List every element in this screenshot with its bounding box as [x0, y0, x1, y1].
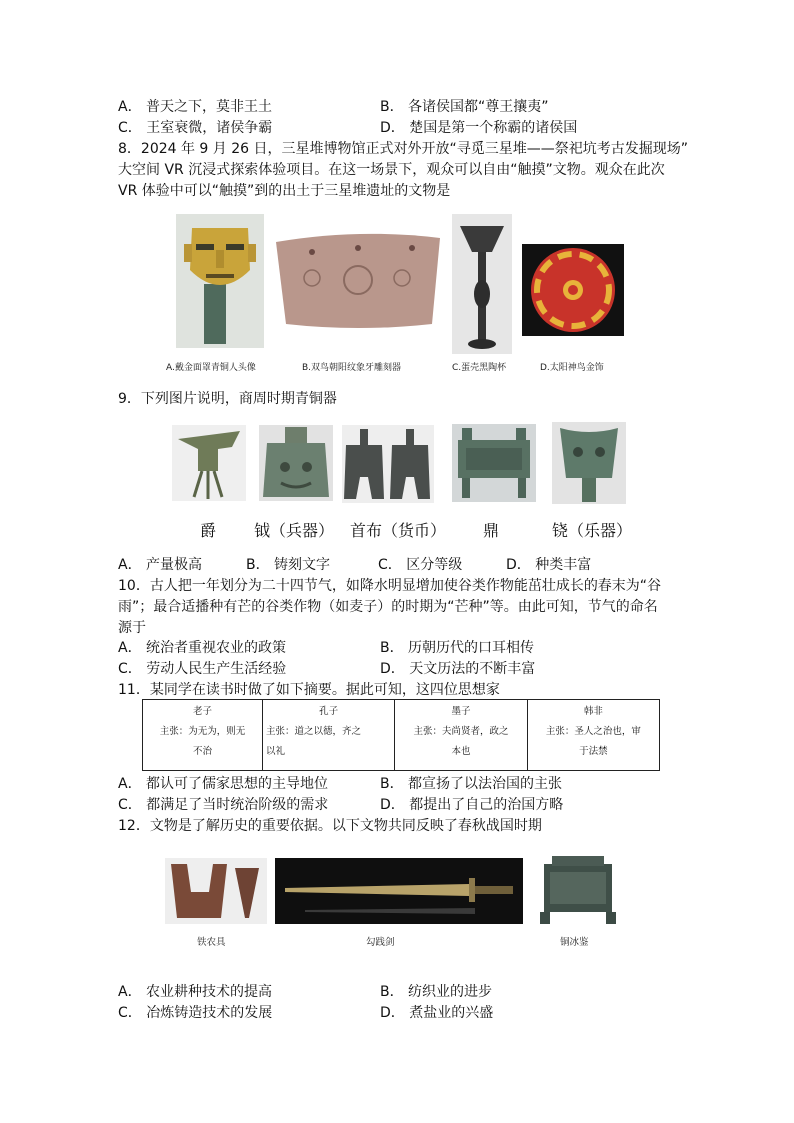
q9-caption-coin: 首布（货币）: [350, 521, 447, 540]
q10-stem-line1: 10．古人把一年划分为二十四节气，如降水明显增加使谷类作物能茁壮成长的春末为“谷: [118, 578, 662, 594]
table-cell-laozi: [143, 700, 263, 771]
q7-option-c: C． 王室衰微，诸侯争霸: [118, 120, 273, 136]
q12-caption-iron-tools: 铁农具: [197, 937, 226, 948]
thinker-claim-line2: 本也: [451, 746, 471, 757]
q10-option-a: A． 统治者重视农业的政策: [118, 640, 287, 656]
thinker-name: 韩非: [583, 706, 603, 717]
bronze-ding-image: [452, 424, 536, 502]
q8-caption-a: A.戴金面罩青铜人头像: [166, 363, 256, 373]
goujian-sword-image: [275, 858, 523, 924]
bronze-ice-box-image: [530, 852, 626, 928]
table-cell-mozi: [395, 700, 527, 771]
q10-stem-line3: 源于: [118, 620, 146, 636]
q9-caption-yue: 钺（兵器）: [254, 521, 335, 540]
q8-caption-b: B.双鸟朝阳纹象牙雕刻器: [302, 363, 402, 373]
spade-coin-image: [342, 425, 434, 503]
q8-stem-line1: 8．2024 年 9 月 26 日，三星堆博物馆正式对外开放“寻觅三星堆——祭祀坑考古发掘现场”: [118, 141, 689, 157]
iron-farm-tools-image: [165, 858, 267, 924]
thinker-name: 墨子: [451, 706, 471, 717]
bronze-nao-bell-image: [552, 422, 626, 504]
q12-caption-sword: 勾践剑: [366, 937, 395, 948]
q11-option-b: B． 都宣扬了以法治国的主张: [380, 776, 563, 792]
q10-stem-line2: 雨”；最合适播种有芒的谷类作物（如麦子）的时期为“芒种”等。由此可知，节气的命名: [118, 599, 658, 615]
q12-option-d: D． 煮盐业的兴盛: [380, 1005, 494, 1021]
q12-option-c: C． 冶炼铸造技术的发展: [118, 1005, 273, 1021]
table-cell-hanfei: [527, 700, 659, 771]
thinker-name: 老子: [192, 706, 212, 717]
q10-option-b: B． 历朝历代的口耳相传: [380, 640, 535, 656]
q9-stem: 9．下列图片说明，商周时期青铜器: [118, 391, 337, 407]
q11-option-a: A． 都认可了儒家思想的主导地位: [118, 776, 329, 792]
q11-option-d: D． 都提出了自己的治国方略: [380, 797, 564, 813]
q8-caption-c: C.蛋壳黑陶杯: [452, 363, 507, 373]
sun-bird-gold-ornament-image: [522, 244, 624, 336]
q8-stem-line3: VR 体验中可以“触摸”到的出土于三星堆遗址的文物是: [118, 183, 451, 199]
thinker-claim-line1: 主张：为无为，则无: [159, 726, 246, 737]
thinker-claim-line2: 于法禁: [579, 746, 608, 757]
q9-caption-jue: 爵: [200, 521, 217, 540]
thinker-claim-line1: 主张：道之以德，齐之: [266, 726, 362, 737]
q10-option-d: D． 天文历法的不断丰富: [380, 661, 536, 677]
q12-caption-ice-box: 铜冰鉴: [560, 937, 589, 948]
thinker-claim-line1: 主张：夫尚贤者，政之: [413, 726, 509, 737]
q11-stem: 11．某同学在读书时做了如下摘要。据此可知，这四位思想家: [118, 682, 500, 698]
thinker-name: 孔子: [319, 706, 339, 717]
ivory-carving-image: [272, 228, 444, 332]
q8-caption-d: D.太阳神鸟金饰: [540, 363, 604, 373]
q12-option-a: A． 农业耕种技术的提高: [118, 984, 273, 1000]
thinker-claim-line2: 不治: [192, 746, 212, 757]
q7-option-d: D． 楚国是第一个称霸的诸侯国: [380, 120, 578, 136]
bronze-head-gold-mask-image: [176, 214, 264, 348]
bronze-jue-image: [172, 425, 246, 501]
thinker-claim-line2: 以礼: [266, 746, 286, 757]
q7-option-b: B． 各诸侯国都“尊王攘夷”: [380, 99, 549, 115]
q11-option-c: C． 都满足了当时统治阶级的需求: [118, 797, 329, 813]
black-pottery-cup-image: [452, 214, 512, 354]
q9-option-d: D． 种类丰富: [506, 557, 592, 573]
q9-option-c: C． 区分等级: [378, 557, 463, 573]
bronze-yue-axe-image: [259, 425, 333, 501]
q12-stem: 12．文物是了解历史的重要依据。以下文物共同反映了春秋战国时期: [118, 818, 542, 834]
q9-option-a: A． 产量极高: [118, 557, 203, 573]
q9-caption-ding: 鼎: [483, 521, 500, 540]
q10-option-c: C． 劳动人民生产生活经验: [118, 661, 287, 677]
q9-caption-nao: 铙（乐器）: [552, 521, 633, 540]
q8-stem-line2: 大空间 VR 沉浸式探索体验项目。在这一场景下，观众可以自由“触摸”文物。观众在此次: [118, 162, 665, 178]
thinker-claim-line1: 主张：圣人之治也，审: [545, 726, 641, 737]
q7-option-a: A． 普天之下，莫非王土: [118, 99, 273, 115]
q9-option-b: B． 铸刻文字: [246, 557, 331, 573]
q12-option-b: B． 纺织业的进步: [380, 984, 493, 1000]
table-cell-kongzi: [263, 700, 395, 771]
thinkers-table: [142, 699, 660, 771]
